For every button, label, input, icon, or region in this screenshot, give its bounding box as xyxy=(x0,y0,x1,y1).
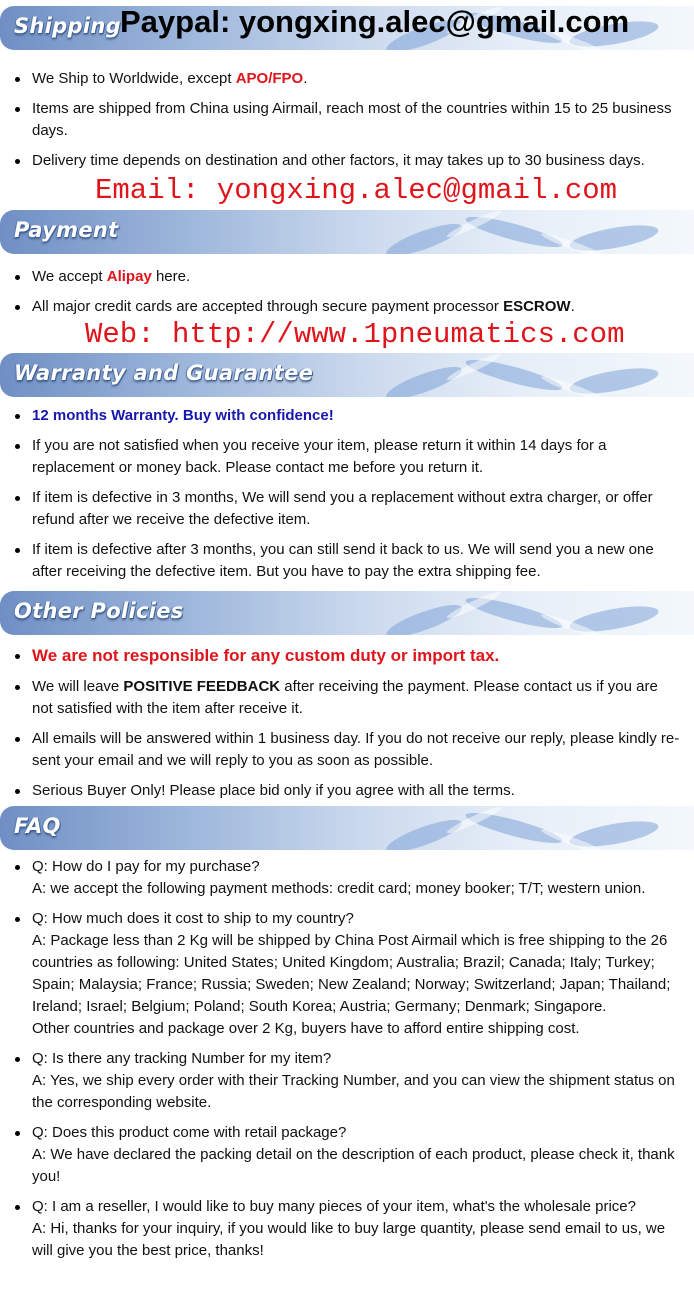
list-item: We will leave POSITIVE FEEDBACK after receiving the payment. Please contact us if you are not satisfied with the item after receive it. xyxy=(0,676,694,720)
faq-item xyxy=(0,856,694,900)
warranty-banner xyxy=(0,353,694,397)
blue-flowers-decoration xyxy=(364,806,694,850)
list-item: We accept Alipay here. xyxy=(0,266,694,288)
list-item: We are not responsible for any custom duty or import tax. xyxy=(0,645,694,668)
faq-question: Q: How much does it cost to ship to my country? xyxy=(32,910,354,927)
payment-banner xyxy=(0,210,694,254)
payment-title: Payment xyxy=(14,218,119,242)
blue-flowers-decoration xyxy=(364,591,694,635)
list-item: If you are not satisfied when you receive your item, please return it within 14 days for a replacement or money back. Please contact me before you return it. xyxy=(0,435,694,479)
faq-answer: A: Hi, thanks for your inquiry, if you would like to buy large quantity, please send email to us, we will give you the best price, thanks! xyxy=(32,1220,666,1259)
faq-answer: A: Yes, we ship every order with their Tracking Number, and you can view the shipment status on the corresponding website. xyxy=(32,1072,675,1111)
list-item: Delivery time depends on destination and other factors, it may takes up to 30 business days. xyxy=(0,150,694,172)
shipping-list xyxy=(0,68,694,180)
faq-item xyxy=(0,1048,694,1114)
shipping-title: Shipping xyxy=(14,14,121,38)
list-item: We Ship to Worldwide, except APO/FPO. xyxy=(0,68,694,90)
faq-list xyxy=(0,856,694,1270)
email-overlay: Email: yongxing.alec@gmail.com xyxy=(95,174,618,207)
faq-answer: A: Package less than 2 Kg will be shipped by China Post Airmail which is free shipping to the 26 countries as following: United States; United Kingdom; Australia; Brazil; Canada; Italy; Turkey; Spain; Malaysia; France; Russia; Sweden; New Zealand; Norway; Switzerland; Japan; Thailand; Ireland; Israel; Belgium; Poland; South Korea; Austria; Germany; Denmark; Singapore. xyxy=(32,932,671,1015)
faq-title: FAQ xyxy=(14,814,61,838)
list-item: All emails will be answered within 1 business day. If you do not receive our reply, please kindly re-sent your email and we will reply to you as soon as possible. xyxy=(0,728,694,772)
list-item: All major credit cards are accepted through secure payment processor ESCROW. xyxy=(0,296,694,318)
faq-answer: A: We have declared the packing detail on the description of each product, please check it, thank you! xyxy=(32,1146,675,1185)
faq-item xyxy=(0,1196,694,1262)
blue-flowers-decoration xyxy=(364,353,694,397)
faq-question: Q: Is there any tracking Number for my item? xyxy=(32,1050,332,1067)
list-item: If item is defective after 3 months, you can still send it back to us. We will send you a new one after receiving the defective item. But you have to pay the extra shipping fee. xyxy=(0,539,694,583)
list-item: 12 months Warranty. Buy with confidence! xyxy=(0,405,694,427)
faq-answer: A: we accept the following payment methods: credit card; money booker; T/T; western union. xyxy=(32,880,646,897)
warranty-title: Warranty and Guarantee xyxy=(14,361,314,385)
faq-answer-extra: Other countries and package over 2 Kg, buyers have to afford entire shipping cost. xyxy=(32,1020,580,1037)
paypal-overlay: Paypal: yongxing.alec@gmail.com xyxy=(120,4,630,39)
policies-list xyxy=(0,645,694,810)
web-overlay: Web: http://www.1pneumatics.com xyxy=(85,318,625,351)
warranty-list xyxy=(0,405,694,591)
faq-question: Q: How do I pay for my purchase? xyxy=(32,858,260,875)
faq-banner xyxy=(0,806,694,850)
payment-list xyxy=(0,266,694,326)
list-item: Items are shipped from China using Airmail, reach most of the countries within 15 to 25 business days. xyxy=(0,98,694,142)
faq-item xyxy=(0,1122,694,1188)
faq-question: Q: I am a reseller, I would like to buy many pieces of your item, what's the wholesale price? xyxy=(32,1198,636,1215)
list-item: Serious Buyer Only! Please place bid only if you agree with all the terms. xyxy=(0,780,694,802)
faq-question: Q: Does this product come with retail package? xyxy=(32,1124,347,1141)
policies-banner xyxy=(0,591,694,635)
list-item: If item is defective in 3 months, We will send you a replacement without extra charger, or offer refund after we receive the defective item. xyxy=(0,487,694,531)
blue-flowers-decoration xyxy=(364,210,694,254)
policies-title: Other Policies xyxy=(14,599,184,623)
faq-item xyxy=(0,908,694,1040)
